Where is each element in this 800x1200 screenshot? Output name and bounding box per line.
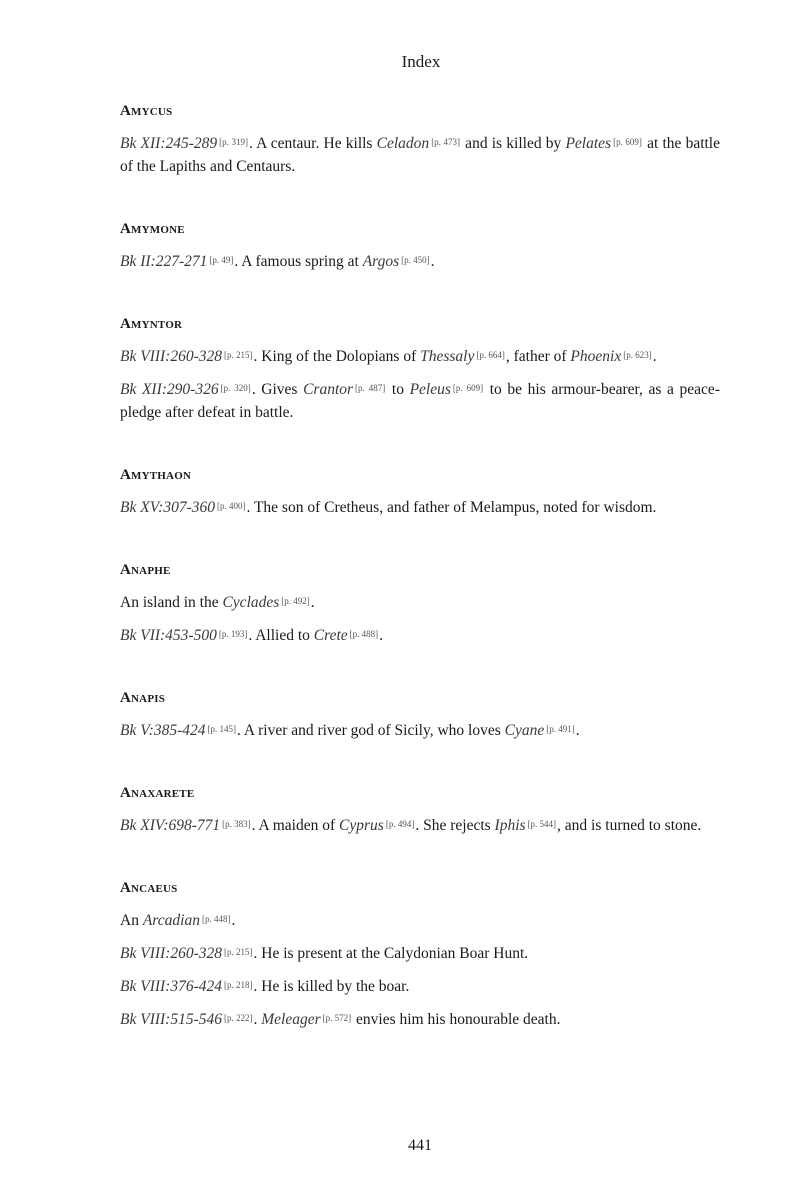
entry-paragraph [120,495,720,519]
entry-heading: Amymone [120,221,185,237]
page-reference-link[interactable]: [p. 494] [385,819,415,829]
entry-paragraph [120,623,720,647]
entry-text: and is killed by [461,135,566,152]
entry-paragraph [120,344,720,368]
entry-text: . [253,1011,262,1028]
entry-text: . A river and river god of Sicily, who loves [237,722,505,739]
cross-reference-link[interactable]: Bk VIII:260-328 [120,945,222,962]
entry-paragraph [120,941,720,965]
cross-reference-link[interactable]: Thessaly [420,348,475,365]
entry-text: to [386,381,410,398]
entry-text: An island in the [120,594,223,611]
cross-reference-link[interactable]: Argos [362,253,400,270]
entry-text: . [575,722,580,739]
page-reference-link[interactable]: [p. 488] [349,629,379,639]
page-reference-link[interactable]: [p. 400] [216,501,246,511]
entry-paragraph [120,131,720,178]
page-reference-link[interactable]: [p. 623] [623,350,652,360]
entry-text: . [379,627,384,644]
cross-reference-link[interactable]: Meleager [261,1011,321,1028]
cross-reference-link[interactable]: Crete [313,627,348,644]
cross-reference-link[interactable]: Bk VIII:376-424 [120,978,222,995]
entry-heading: Amyntor [120,316,183,332]
entry-text: . Gives [251,381,304,398]
cross-reference-link[interactable]: Celadon [376,135,430,152]
entry-text: , and is turned to stone. [557,817,702,834]
page-reference-link[interactable]: [p. 450] [401,255,430,265]
entry-text: . Allied to [248,627,314,644]
entry-paragraph [120,1007,720,1031]
entry-paragraph [120,377,720,424]
entry-text: at the battle of the Lapiths and Centaurs. [120,135,720,175]
entry-text: to be his armour-bearer, as a peace-pledge after defeat in battle. [120,381,720,421]
cross-reference-link[interactable]: Bk VIII:515-546 [120,1011,222,1028]
cross-reference-link[interactable]: Cyane [504,722,545,739]
cross-reference-link[interactable]: Bk XII:245-289 [120,135,218,152]
cross-reference-link[interactable]: Peleus [409,381,451,398]
entry-heading: Amycus [120,103,173,119]
page-reference-link[interactable]: [p. 448] [201,914,231,924]
page-header: Index [401,52,441,71]
page-reference-link[interactable]: [p. 664] [476,350,505,360]
page-reference-link[interactable]: [p. 218] [224,980,253,990]
page-reference-link[interactable]: [p. 609] [613,137,642,147]
entry-heading: Anaphe [120,562,171,578]
entry-text: . [652,348,657,365]
index-entry [120,878,720,1031]
page-reference-link[interactable]: [p. 473] [431,137,460,147]
cross-reference-link[interactable]: Cyprus [339,817,384,834]
page-reference-link[interactable]: [p. 222] [224,1013,253,1023]
index-entry [120,314,720,424]
page-reference-link[interactable]: [p. 544] [527,819,557,829]
cross-reference-link[interactable]: Arcadian [142,912,200,929]
cross-reference-link[interactable]: Phoenix [570,348,622,365]
cross-reference-link[interactable]: Iphis [494,817,526,834]
entry-heading: Ancaeus [120,880,178,896]
entry-text: . He is killed by the boar. [253,978,410,995]
cross-reference-link[interactable]: Bk V:385-424 [120,722,206,739]
page-reference-link[interactable]: [p. 492] [281,596,310,606]
index-entry [120,688,720,742]
page-reference-link[interactable]: [p. 193] [218,629,248,639]
entry-paragraph [120,813,720,837]
page-number: 441 [408,1137,432,1154]
entry-text: . A centaur. He kills [248,135,377,152]
index-entry [120,465,720,519]
entry-paragraph [120,908,720,932]
cross-reference-link[interactable]: Pelates [565,135,612,152]
cross-reference-link[interactable]: Crantor [303,381,354,398]
index-content [120,101,720,1072]
page-reference-link[interactable]: [p. 49] [209,255,234,265]
page-reference-link[interactable]: [p. 491] [546,724,575,734]
page-reference-link[interactable]: [p. 320] [220,383,251,393]
entry-paragraph [120,974,720,998]
index-entry [120,101,720,178]
entry-heading: Anaxarete [120,785,195,801]
entry-text: , father of [505,348,571,365]
entry-heading: Amythaon [120,467,192,483]
page-reference-link[interactable]: [p. 572] [322,1013,352,1023]
entry-text: . A famous spring at [234,253,363,270]
entry-text: . [231,912,236,929]
cross-reference-link[interactable]: Bk XV:307-360 [120,499,215,516]
index-entry [120,783,720,837]
entry-text: . The son of Cretheus, and father of Melampus, noted for wisdom. [246,499,657,516]
cross-reference-link[interactable]: Bk XII:290-326 [120,381,219,398]
entry-paragraph [120,718,720,742]
index-entry [120,560,720,647]
page-reference-link[interactable]: [p. 609] [452,383,484,393]
index-entry [120,219,720,273]
page-reference-link[interactable]: [p. 215] [224,947,253,957]
entry-heading: Anapis [120,690,166,706]
entry-text: . A maiden of [251,817,340,834]
cross-reference-link[interactable]: Bk VII:453-500 [120,627,217,644]
entry-paragraph [120,590,720,614]
entry-text: . He is present at the Calydonian Boar Hunt. [253,945,529,962]
entry-text: envies him his honourable death. [352,1011,561,1028]
entry-text: An [120,912,143,929]
cross-reference-link[interactable]: Bk II:227-271 [120,253,208,270]
entry-text: . She rejects [415,817,495,834]
entry-text: . [430,253,435,270]
cross-reference-link[interactable]: Bk VIII:260-328 [120,348,222,365]
page-reference-link[interactable]: [p. 319] [219,137,248,147]
cross-reference-link[interactable]: Cyclades [222,594,280,611]
cross-reference-link[interactable]: Bk XIV:698-771 [120,817,221,834]
page-reference-link[interactable]: [p. 487] [355,383,386,393]
entry-text: . [310,594,315,611]
page-reference-link[interactable]: [p. 215] [224,350,253,360]
entry-text: . King of the Dolopians of [253,348,421,365]
entry-paragraph [120,249,720,273]
page-reference-link[interactable]: [p. 383] [222,819,251,829]
page-reference-link[interactable]: [p. 145] [207,724,237,734]
